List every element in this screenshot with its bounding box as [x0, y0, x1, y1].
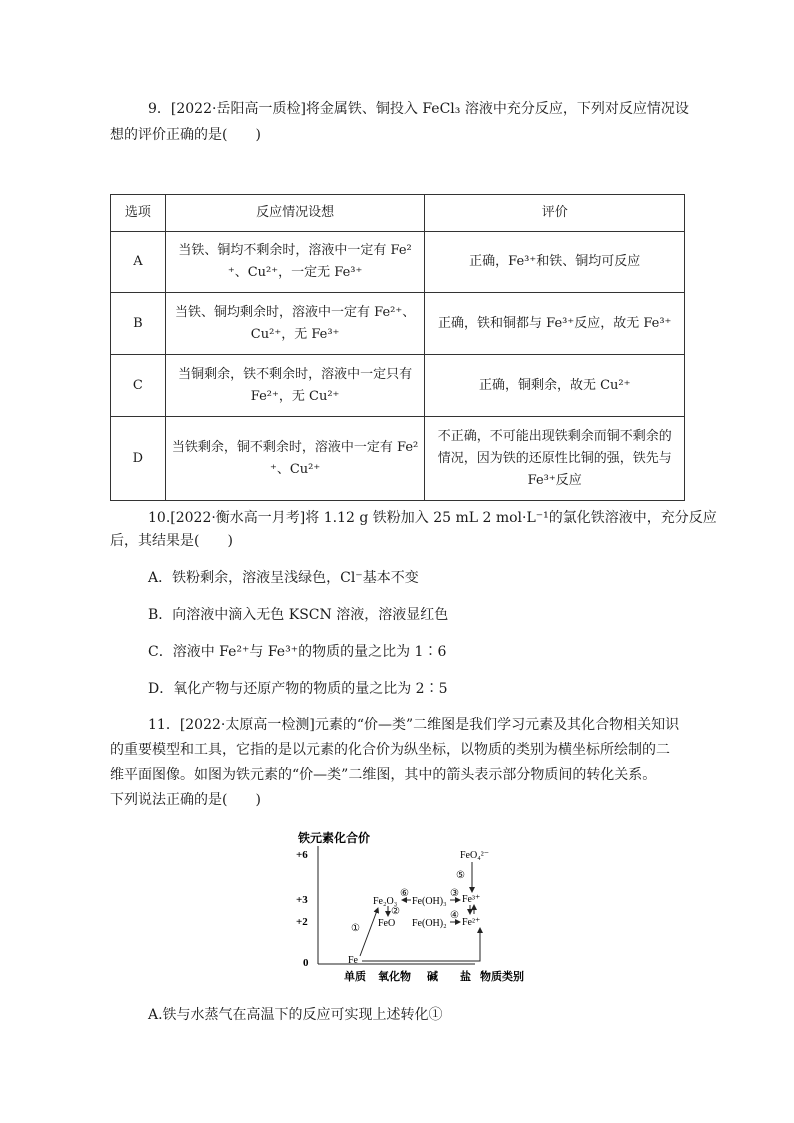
table-header-row — [111, 195, 685, 232]
q10-stem-line1: 10.[2022·衡水高一月考]将 1.12 g 铁粉加入 25 mL 2 mol·L⁻¹的氯化铁溶液中，充分反应 — [148, 510, 717, 526]
x-tick-label: 单质 — [344, 971, 366, 983]
scenario-text: ⁺、Cu²⁺，一定无 Fe³⁺ — [227, 265, 363, 280]
iron-valence-class-diagram — [290, 828, 540, 988]
species-fe2: Fe²⁺ — [462, 917, 481, 928]
marker-2: ② — [391, 906, 400, 917]
marker-5: ⑤ — [456, 870, 465, 881]
q10-option-d: D．氧化产物与还原产物的物质的量之比为 2∶5 — [148, 681, 448, 697]
marker-4: ④ — [450, 910, 459, 921]
species-fe2o3: Fe₂O₃ — [373, 896, 398, 907]
species-feo: FeO — [378, 918, 396, 929]
row-option: A — [111, 232, 166, 293]
y-tick-label: +2 — [296, 916, 308, 928]
scenario-text: 当铁剩余，铜不剩余时，溶液中一定有 Fe² — [171, 439, 419, 455]
scenario-text: 当铜剩余，铁不剩余时，溶液中一定只有 — [178, 366, 413, 382]
q10-option-a: A．铁粉剩余，溶液呈浅绿色，Cl⁻基本不变 — [148, 570, 419, 586]
table-row — [111, 355, 685, 417]
row-scenario — [165, 293, 425, 355]
table-row — [111, 417, 685, 501]
q11-stem-line2: 的重要模型和工具，它指的是以元素的化合价为纵坐标，以物质的类别为横坐标所绘制的二 — [110, 742, 670, 758]
species-feo4: FeO₄²⁻ — [460, 850, 489, 861]
row-scenario — [165, 417, 425, 501]
y-tick-label: 0 — [303, 957, 309, 969]
col-header-evaluation: 评价 — [425, 195, 685, 232]
species-fe3: Fe³⁺ — [462, 894, 481, 905]
row-scenario — [165, 355, 425, 417]
table-row — [111, 293, 685, 355]
marker-6: ⑥ — [400, 888, 409, 899]
scenario-text: 当铁、铜均剩余时，溶液中一定有 Fe²⁺、 — [175, 304, 416, 320]
y-tick-label: +6 — [296, 849, 308, 861]
row-option: B — [111, 293, 166, 355]
scenario-text: Cu²⁺，无 Fe³⁺ — [250, 326, 340, 342]
q9-stem-line1: 9．[2022·岳阳高一质检]将金属铁、铜投入 FeCl₃ 溶液中充分反应，下列对反应情况设 — [148, 101, 689, 117]
evaluation-text: Fe³⁺反应 — [527, 472, 582, 488]
x-tick-label: 碱 — [427, 971, 438, 983]
col-header-option: 选项 — [111, 195, 166, 232]
x-tick-label: 氧化物 — [378, 971, 411, 983]
row-option: C — [111, 355, 166, 417]
species-feoh3: Fe(OH)₃ — [412, 896, 447, 907]
y-axis-label: 铁元素化合价 — [298, 831, 371, 845]
q10-option-c: C．溶液中 Fe²⁺与 Fe³⁺的物质的量之比为 1∶6 — [148, 644, 447, 660]
q10-stem-line2: 后，其结果是( ) — [110, 533, 233, 549]
q11-option-a: A.铁与水蒸气在高温下的反应可实现上述转化① — [148, 1007, 443, 1023]
table-row — [111, 232, 685, 293]
species-feoh2: Fe(OH)₂ — [412, 918, 447, 929]
row-evaluation — [425, 232, 685, 293]
scenario-text: 当铁、铜均不剩余时，溶液中一定有 Fe² — [178, 243, 412, 258]
row-evaluation — [425, 293, 685, 355]
q11-stem-line4: 下列说法正确的是( ) — [110, 792, 261, 808]
evaluation-text: 正确，铜剩余，故无 Cu²⁺ — [478, 377, 631, 393]
evaluation-text: 情况，因为铁的还原性比铜的强，铁先与 — [437, 450, 672, 466]
q10-option-b: B．向溶液中滴入无色 KSCN 溶液，溶液显红色 — [148, 607, 449, 623]
row-evaluation — [425, 355, 685, 417]
row-scenario — [165, 232, 425, 293]
q9-stem-line2: 想的评价正确的是( ) — [110, 127, 261, 143]
q11-stem-line3: 维平面图像。如图为铁元素的“价—类”二维图，其中的箭头表示部分物质间的转化关系。 — [110, 767, 657, 783]
x-axis-label: 物质类别 — [480, 971, 524, 983]
col-header-scenario: 反应情况设想 — [165, 195, 425, 232]
arrow-fe-to-fe2 — [362, 928, 480, 961]
species-fe: Fe — [348, 955, 358, 966]
evaluation-text: 不正确，不可能出现铁剩余而铜不剩余的 — [437, 428, 672, 444]
x-tick-label: 盐 — [460, 971, 471, 983]
evaluation-text: 正确，Fe³⁺和铁、铜均可反应 — [469, 254, 641, 269]
row-evaluation — [425, 417, 685, 501]
q9-table — [110, 194, 685, 501]
scenario-text: ⁺、Cu²⁺ — [269, 461, 321, 477]
arrow-1 — [360, 908, 378, 956]
marker-3: ③ — [450, 888, 459, 899]
row-option: D — [111, 417, 166, 501]
evaluation-text: 正确，铁和铜都与 Fe³⁺反应，故无 Fe³⁺ — [438, 315, 672, 331]
marker-1: ① — [351, 923, 360, 934]
y-tick-label: +3 — [296, 894, 308, 906]
scenario-text: Fe²⁺，无 Cu²⁺ — [250, 388, 340, 404]
q11-stem-line1: 11．[2022·太原高一检测]元素的“价—类”二维图是我们学习元素及其化合物相关知识 — [148, 717, 680, 733]
